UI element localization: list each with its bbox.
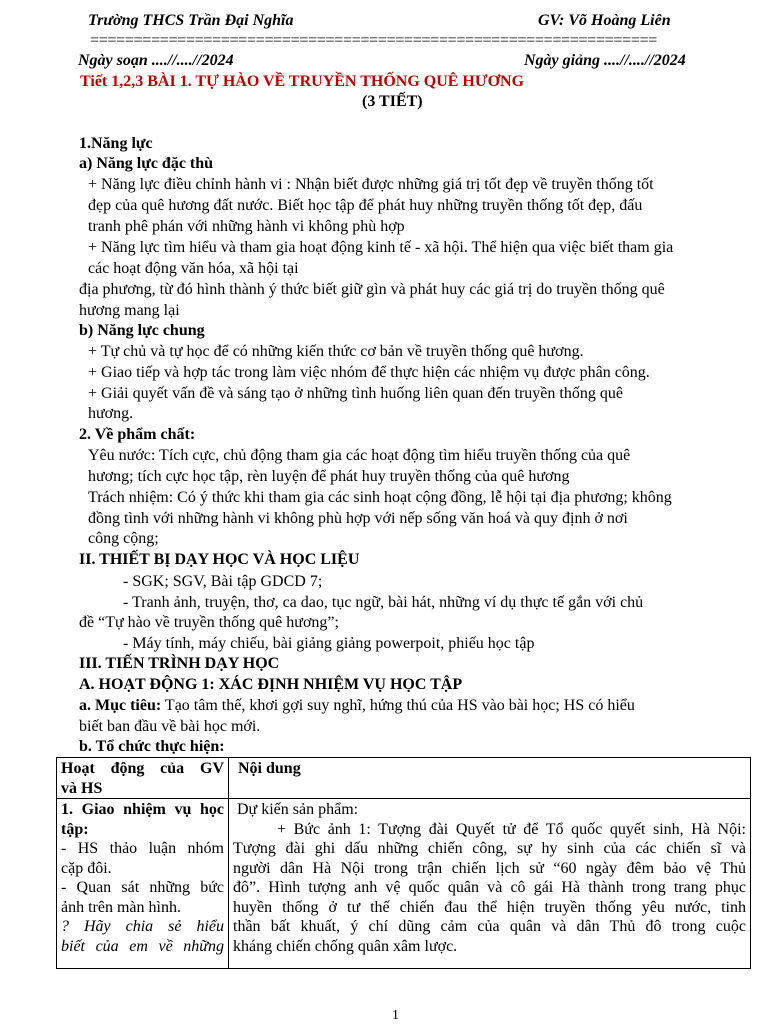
- equipment-line: đề “Tự hào về truyền thống quê hương”;: [79, 614, 339, 631]
- school-name: Trường THCS Trần Đại Nghĩa: [88, 12, 294, 29]
- qualities-line: Yêu nước: Tích cực, chủ động tham gia các hoạt động tìm hiểu truyền thống của quê: [88, 447, 631, 464]
- specific-line: địa phương, từ đó hình thành ý thức biết giữ gìn và phát huy các giá trị do truyền thống quê: [79, 281, 665, 298]
- activity-line: - HS thảo luận nhóm: [61, 840, 224, 857]
- competence-heading: 1.Năng lực: [79, 135, 153, 152]
- qualities-heading: 2. Về phẩm chất:: [79, 426, 196, 443]
- col1-header-line: và HS: [61, 779, 103, 797]
- general-line: hương.: [88, 405, 134, 422]
- general-competence-heading: b) Năng lực chung: [79, 322, 205, 339]
- table-header-row: [57, 758, 751, 799]
- col1-header: [57, 758, 229, 799]
- qualities-line: Trách nhiệm: Có ý thức khi tham gia các sinh hoạt cộng đồng, lễ hội tại địa phương; không: [88, 489, 672, 506]
- content-line: kháng chiến chống quân xâm lược.: [233, 937, 458, 955]
- specific-line: đẹp của quê hương đất nước. Biết học tập để phát huy những truyền thống tốt đẹp, đấu: [88, 197, 643, 214]
- general-line: + Giải quyết vấn đề và sáng tạo ở những tình huống liên quan đến truyền thống quê: [88, 385, 623, 402]
- specific-line: tranh phê phán với những hành vi không phù hợp: [88, 218, 405, 235]
- content-line: Tượng đài ghi dấu những chiến công, sự hy sinh của các chiến sĩ và: [233, 840, 746, 857]
- goal-text-continued: biết ban đầu về bài học mới.: [79, 718, 261, 735]
- activity-line: cặp đôi.: [61, 859, 112, 877]
- specific-competence-heading: a) Năng lực đặc thù: [79, 155, 214, 172]
- content-line: Dự kiến sản phẩm:: [237, 801, 359, 818]
- content-line: người dân Hà Nội trong trận chiến lịch sử “60 ngày đêm bảo vệ Thủ: [233, 859, 746, 877]
- teacher-name: GV: Võ Hoàng Liên: [538, 12, 671, 29]
- equipment-heading: II. THIẾT BỊ DẠY HỌC VÀ HỌC LIỆU: [79, 551, 360, 568]
- content-cell: [229, 799, 751, 969]
- header-separator: =================================================================: [90, 32, 658, 49]
- qualities-line: đồng tình với những hành vi không phù hợp với nếp sống văn hoá và quy định ở nơi: [88, 510, 628, 527]
- col1-header-line: Hoạt động của GV: [61, 760, 224, 777]
- goal-label: a. Mục tiêu:: [79, 697, 162, 714]
- table-row: [57, 799, 751, 969]
- activity-line: tập:: [61, 820, 89, 838]
- equipment-line: - Máy tính, máy chiếu, bài giảng giảng powerpoit, phiếu học tập: [123, 635, 535, 652]
- col2-header: Nội dung: [229, 758, 751, 799]
- page-number: 1: [392, 1008, 399, 1023]
- general-line: + Giao tiếp và hợp tác trong làm việc nhóm để thực hiện các nhiệm vụ được phân công.: [88, 364, 650, 381]
- content-line: huyền thống ở tư thế chiến đau thể hiện truyền thống yêu nước, tinh: [233, 898, 746, 916]
- date-taught: Ngày giảng ....//....//2024: [524, 52, 686, 69]
- content-line: + Bức ảnh 1: Tượng đài Quyết tử để Tổ quốc quyết sinh, Hà Nội:: [277, 820, 746, 838]
- specific-line: các hoạt động văn hóa, xã hội tại: [88, 260, 299, 277]
- date-prepared: Ngày soạn ....//....//2024: [78, 52, 234, 69]
- content-line: thần bất khuất, ý chí dũng cảm của quân và dân Thủ đô trong cuộc: [233, 918, 746, 935]
- activity-line: ảnh trên màn hình.: [61, 898, 181, 916]
- content-line: đô”. Hình tượng anh vệ quốc quân và cô gái Hà thành trong trang phục: [233, 879, 746, 896]
- general-line: + Tự chủ và tự học để có những kiến thức cơ bản về truyền thống quê hương.: [88, 343, 584, 360]
- activity-heading: A. HOẠT ĐỘNG 1: XÁC ĐỊNH NHIỆM VỤ HỌC TẬP: [79, 676, 463, 693]
- process-heading: III. TIẾN TRÌNH DẠY HỌC: [79, 655, 280, 672]
- lesson-subtitle: (3 TIẾT): [362, 93, 423, 110]
- lesson-title: Tiết 1,2,3 BÀI 1. TỰ HÀO VỀ TRUYỀN THỐNG QUÊ HƯƠNG: [80, 73, 525, 90]
- specific-line: + Năng lực tìm hiểu và tham gia hoạt động kinh tế - xã hội. Thể hiện qua việc biết tham gia: [88, 239, 674, 256]
- activity-line: ? Hãy chia sẻ hiểu: [61, 918, 224, 935]
- specific-line: hương mang lại: [79, 302, 180, 319]
- qualities-line: công cộng;: [88, 530, 159, 547]
- qualities-line: hương; tích cực học tập, rèn luyện để phát huy truyền thống của quê hương: [88, 468, 570, 485]
- activity-line: - Quan sát những bức: [61, 879, 224, 896]
- organization-heading: b. Tổ chức thực hiện:: [79, 738, 225, 755]
- activity-table: [56, 757, 751, 969]
- goal-text: Tạo tâm thế, khơi gợi suy nghĩ, hứng thú của HS vào bài học; HS có hiểu: [161, 697, 635, 714]
- equipment-line: - SGK; SGV, Bài tập GDCD 7;: [123, 573, 323, 590]
- activity-line: biết của em về những: [61, 937, 224, 955]
- activity-line: 1. Giao nhiệm vụ học: [61, 801, 224, 818]
- equipment-line: - Tranh ảnh, truyện, thơ, ca dao, tục ngữ, bài hát, những ví dụ thực tế gắn với chủ: [123, 594, 644, 611]
- specific-line: + Năng lực điều chỉnh hành vi : Nhận biết được những giá trị tốt đẹp về truyền thống tốt: [88, 176, 654, 193]
- activity-cell: [57, 799, 229, 969]
- goal-line: [79, 696, 635, 716]
